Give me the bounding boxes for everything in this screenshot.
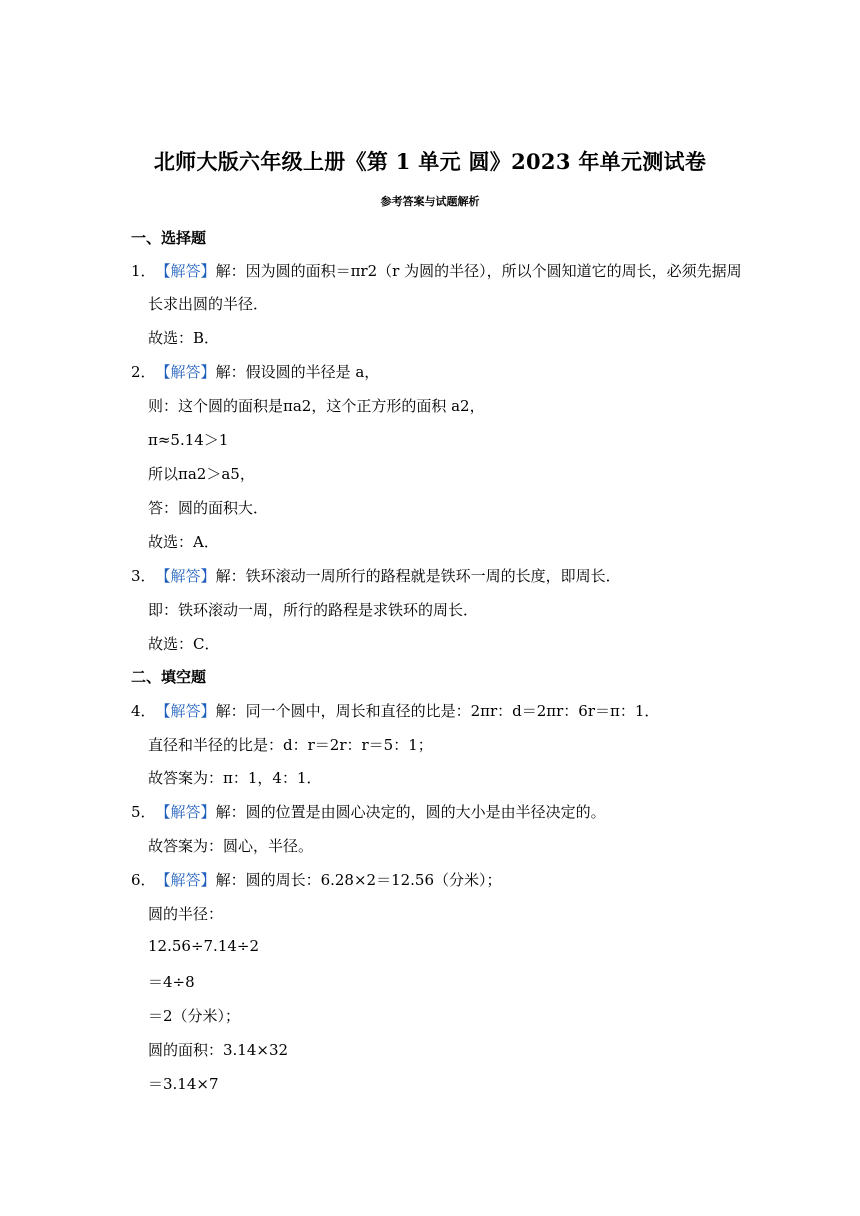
answer-item-3	[131, 565, 621, 586]
answer-item-2	[131, 361, 379, 382]
answer-line: 圆的面积：3.14×32	[148, 1041, 289, 1059]
page-subtitle: 参考答案与试题解析	[380, 195, 480, 208]
answer-text: 解：因为圆的面积＝πr2（r 为圆的半径），所以个圆知道它的周长，必须先据周	[215, 262, 742, 280]
answer-line: 圆的半径：	[148, 905, 224, 923]
answer-line: 故答案为：圆心，半径。	[148, 837, 314, 855]
answer-item-6	[131, 869, 502, 890]
answer-item-1	[131, 260, 742, 281]
question-number: 2．	[131, 363, 156, 381]
answer-line: 长求出圆的半径．	[148, 295, 269, 313]
answer-tag: 【解答】	[155, 567, 216, 585]
answer-tag: 【解答】	[155, 702, 216, 720]
answer-line: 答：圆的面积大．	[148, 499, 269, 517]
answer-line: ＝3.14×7	[148, 1075, 219, 1093]
question-number: 3．	[131, 567, 156, 585]
answer-line: ＝4÷8	[148, 973, 195, 991]
answer-tag: 【解答】	[155, 803, 216, 821]
answer-tag: 【解答】	[155, 363, 216, 381]
page-title: 北师大版六年级上册《第 1 单元 圆》2023 年单元测试卷	[153, 149, 707, 174]
answer-text: 解：铁环滚动一周所行的路程就是铁环一周的长度，即周长．	[215, 567, 621, 585]
section-heading-fill: 二、填空题	[131, 668, 207, 686]
question-number: 5．	[131, 803, 156, 821]
answer-line: 故选：B．	[148, 329, 220, 347]
answer-line: 故选：C．	[148, 635, 220, 653]
question-number: 6．	[131, 871, 156, 889]
answer-line: π≈5.14＞1	[148, 431, 229, 449]
answer-text: 解：圆的周长：6.28×2＝12.56（分米）；	[215, 871, 502, 889]
answer-text: 解：同一个圆中，周长和直径的比是：2πr：d＝2πr：6r＝π：1．	[215, 702, 660, 720]
answer-line: 故答案为：π：1，4：1．	[148, 769, 322, 787]
answer-line: 所以πa2＞a5，	[148, 465, 255, 483]
section-heading-choice: 一、选择题	[131, 229, 207, 247]
answer-line: 则：这个圆的面积是πa2，这个正方形的面积 a2，	[148, 397, 485, 415]
answer-text: 解：圆的位置是由圆心决定的，圆的大小是由半径决定的。	[215, 803, 606, 821]
answer-tag: 【解答】	[155, 262, 216, 280]
answer-line: 即：铁环滚动一周，所行的路程是求铁环的周长．	[148, 601, 479, 619]
question-number: 1．	[131, 262, 156, 280]
answer-item-4	[131, 700, 659, 721]
answer-line: 12.56÷7.14÷2	[148, 937, 260, 955]
answer-line: 直径和半径的比是：d：r＝2r：r＝5：1；	[148, 736, 433, 754]
answer-item-5	[131, 801, 606, 822]
answer-line: ＝2（分米）；	[148, 1007, 241, 1025]
answer-text: 解：假设圆的半径是 a，	[215, 363, 380, 381]
answer-line: 故选：A．	[148, 533, 219, 551]
answer-tag: 【解答】	[155, 871, 216, 889]
question-number: 4．	[131, 702, 156, 720]
